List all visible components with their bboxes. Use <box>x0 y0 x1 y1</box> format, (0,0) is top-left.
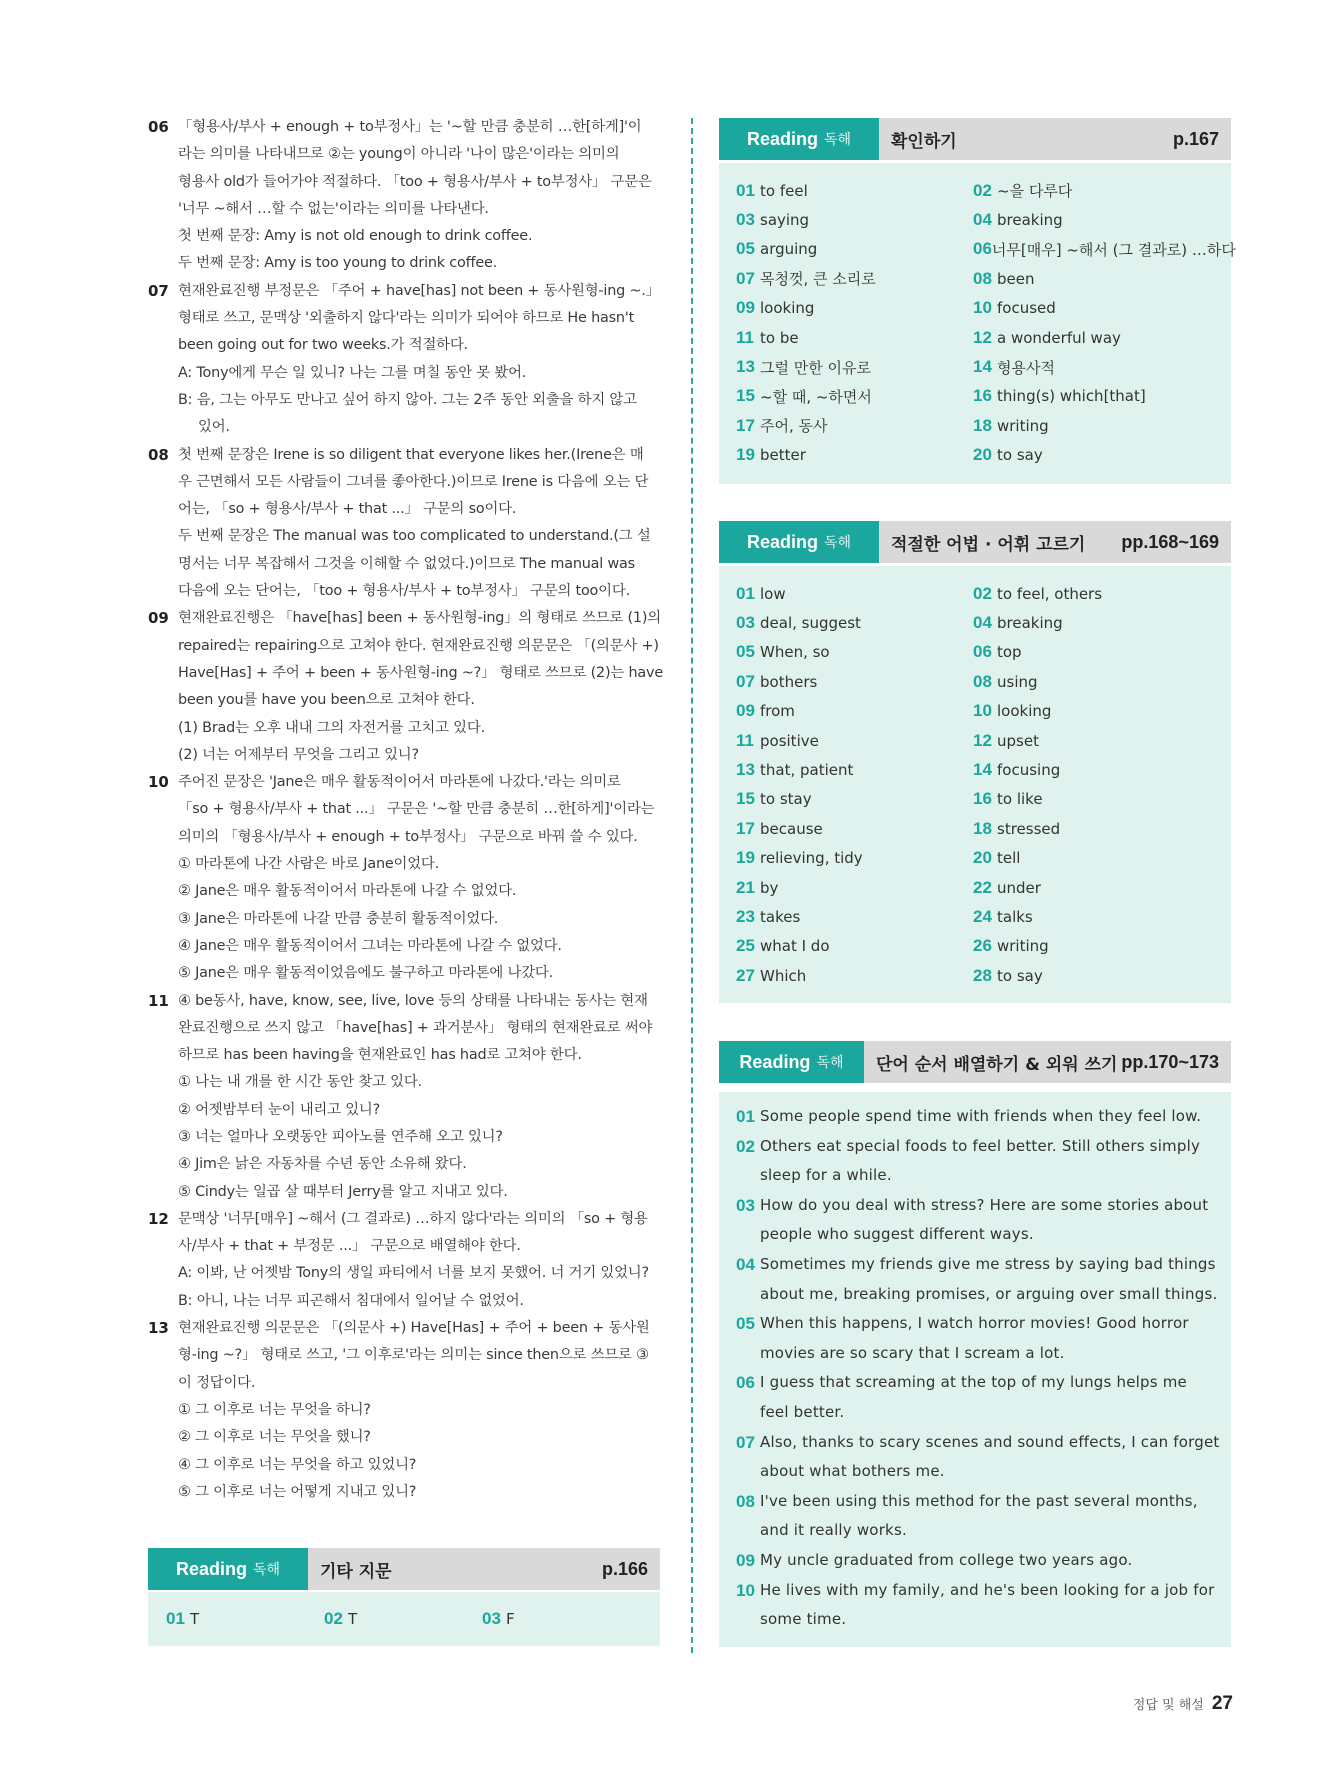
answer-text: low <box>760 584 786 603</box>
explanation-line: 두 번째 문장은 The manual was too complicated to understand.(그 설 <box>178 528 651 545</box>
answer-number: 09 <box>736 298 755 318</box>
reading-tag <box>719 521 879 563</box>
explanation-line: 사/부사 + that + 부정문 ...」 구문으로 배열해야 한다. <box>178 1238 521 1255</box>
answer-number: 13 <box>736 357 755 377</box>
explanation-line: 현재완료진행은 「have[has] been + 동사원형-ing」의 형태로 쓰므로 (1)의 <box>178 610 661 627</box>
sentence-item <box>736 1576 1220 1635</box>
explanation-item <box>148 442 663 606</box>
answer-text: 그럴 만한 이유로 <box>760 358 871 377</box>
explanation-line: ④ 그 이후로 너는 무엇을 하고 있었니? <box>178 1456 417 1473</box>
answer-item <box>973 294 1210 323</box>
answer-text: When, so <box>760 643 830 662</box>
explanation-line: Have[Has] + 주어 + been + 동사원형-ing ~?」 형태로 쓰므로 (2)는 have <box>178 664 663 681</box>
explanation-line: 형태로 쓰고, 문맥상 '외출하지 않다'라는 의미가 되어야 하므로 He hasn't <box>178 310 635 327</box>
page-number: 27 <box>1211 1693 1233 1714</box>
sentence-line: and it really works. <box>760 1521 907 1540</box>
answer-text: 주어, 동사 <box>760 417 828 436</box>
answer-number: 28 <box>973 965 992 985</box>
answer-text: to feel, others <box>997 584 1103 603</box>
explanation-line: 「so + 형용사/부사 + that ...」 구문은 '~할 만큼 충분히 …한[하게]'이라는 <box>178 801 655 818</box>
answer-number: 25 <box>736 936 755 956</box>
answer-item <box>973 411 1210 440</box>
answer-item <box>736 932 973 961</box>
explanation-line: 의미의 「형용사/부사 + enough + to부정사」 구문으로 바꿔 쓸 수 있다. <box>178 828 638 845</box>
answer-item <box>736 726 973 755</box>
answer-text: tell <box>997 849 1021 868</box>
answer-number: 26 <box>973 936 992 956</box>
explanation-line: ③ Jane은 마라톤에 나갈 만큼 충분히 활동적이었다. <box>178 910 499 927</box>
answer-text: by <box>760 878 779 897</box>
answer-item <box>736 579 973 608</box>
explanation-line: ⑤ 그 이후로 너는 어떻게 지내고 있니? <box>178 1483 417 1500</box>
answer-item <box>736 697 973 726</box>
explanation-line: (1) Brad는 오후 내내 그의 자전거를 고치고 있다. <box>178 719 485 736</box>
answer-number: 01 <box>166 1608 185 1628</box>
explanation-line: 라는 의미를 나타내므로 ②는 young이 아니라 '나이 많은'이라는 의미의 <box>178 146 620 163</box>
answer-item <box>973 176 1210 205</box>
sentence-item <box>736 1487 1220 1546</box>
answer-number: 02 <box>324 1608 343 1628</box>
section-header-check <box>719 118 1231 160</box>
answer-number: 20 <box>973 445 992 465</box>
answer-number: 03 <box>736 613 755 633</box>
answer-item <box>736 441 973 470</box>
explanation-line: B: 음, 그는 아무도 만나고 싶어 하지 않아. 그는 2주 동안 외출을 하지 않고 <box>178 391 637 408</box>
explanation-line: 다음에 오는 단어는, 「too + 형용사/부사 + to부정사」 구문의 too이다. <box>178 583 630 600</box>
answer-text: to feel <box>760 181 808 200</box>
answer-text: been <box>997 269 1035 288</box>
explanation-item <box>148 1315 663 1506</box>
answer-number: 03 <box>482 1608 501 1628</box>
answer-item <box>973 579 1210 608</box>
answer-item <box>973 382 1210 411</box>
answer-item <box>973 932 1210 961</box>
answer-text: relieving, tidy <box>760 849 863 868</box>
reading-label-ko: 독해 <box>823 535 852 551</box>
answer-number: 24 <box>973 906 992 926</box>
answer-text: focused <box>997 299 1056 318</box>
explanation-item <box>148 769 663 987</box>
answer-text: 너무[매우] ~해서 (그 결과로) …하다 <box>991 240 1236 259</box>
answer-number: 07 <box>736 268 755 288</box>
answer-number: 19 <box>736 848 755 868</box>
answer-text: breaking <box>997 614 1063 633</box>
answer-item <box>973 352 1210 381</box>
answer-number: 13 <box>736 760 755 780</box>
answer-item <box>736 352 973 381</box>
sentence-number: 10 <box>736 1580 755 1600</box>
explanation-line: A: Tony에게 무슨 일 있니? 나는 그를 며칠 동안 못 봤어. <box>178 364 527 381</box>
answer-number: 02 <box>973 180 992 200</box>
sentence-item <box>736 1546 1220 1576</box>
answer-text: looking <box>760 299 815 318</box>
sentence-line: feel better. <box>760 1402 845 1421</box>
answer-text: thing(s) which[that] <box>997 387 1146 406</box>
answer-text: ~을 다루다 <box>997 182 1073 201</box>
answer-text: stressed <box>997 819 1061 838</box>
sentence-item <box>736 1428 1220 1487</box>
explanation-item <box>148 988 663 1206</box>
answer-text: to like <box>997 790 1043 809</box>
explanation-item <box>148 278 663 442</box>
answer-number: 22 <box>973 877 992 897</box>
answer-number: 14 <box>973 760 992 780</box>
explanation-number: 10 <box>148 773 169 792</box>
answer-text: focusing <box>997 761 1061 780</box>
answer-item <box>736 205 973 234</box>
sentence-item <box>736 1132 1220 1191</box>
answer-number: 02 <box>973 583 992 603</box>
answer-text: a wonderful way <box>997 328 1121 347</box>
answer-item <box>736 294 973 323</box>
explanation-number: 13 <box>148 1319 169 1338</box>
explanation-line: 하므로 has been having을 현재완료인 has had로 고쳐야 한다. <box>178 1047 582 1064</box>
answer-number: 06 <box>973 239 992 259</box>
sentence-list <box>736 1102 1220 1635</box>
answer-number: 11 <box>736 730 754 750</box>
answer-number: 23 <box>736 906 755 926</box>
answer-item <box>736 785 973 814</box>
answer-number: 07 <box>736 671 755 691</box>
explanation-line: 「형용사/부사 + enough + to부정사」는 '~할 만큼 충분히 …한[하게]'이 <box>178 119 642 135</box>
answer-number: 18 <box>973 818 992 838</box>
answer-grid <box>736 176 1236 470</box>
answer-number: 14 <box>973 357 992 377</box>
section-title: 적절한 어법 · 어휘 고르기 <box>891 534 1086 555</box>
answer-text: T <box>190 1609 200 1628</box>
explanation-line: repaired는 repairing으로 고쳐야 한다. 현재완료진행 의문문은 「(의문사 +) <box>178 637 659 654</box>
explanation-line: ④ be동사, have, know, see, live, love 등의 상태를 나타내는 동사는 현재 <box>178 992 648 1009</box>
sentence-line: some time. <box>760 1610 847 1629</box>
sentence-line: sleep for a while. <box>760 1166 892 1185</box>
answer-text: under <box>997 878 1041 897</box>
explanation-line: 두 번째 문장: Amy is too young to drink coffee. <box>178 255 498 272</box>
explanation-line: 주어진 문장은 'Jane은 매우 활동적이어서 마라톤에 나갔다.'라는 의미로 <box>178 774 621 791</box>
sentence-line: He lives with my family, and he's been looking for a job for <box>760 1580 1215 1599</box>
reading-label-ko: 독해 <box>823 132 852 148</box>
explanation-line: 첫 번째 문장은 Irene is so diligent that everyone likes her.(Irene은 매 <box>178 446 644 463</box>
answer-number: 09 <box>736 701 755 721</box>
answer-number: 21 <box>736 877 755 897</box>
answer-text: from <box>760 702 795 721</box>
answer-text: using <box>997 672 1038 691</box>
answer-number: 12 <box>973 730 992 750</box>
answer-text: positive <box>760 731 819 750</box>
answer-number: 17 <box>736 415 755 435</box>
answer-text: what I do <box>760 937 830 956</box>
answer-number: 12 <box>973 327 992 347</box>
sentence-number: 04 <box>736 1254 755 1274</box>
explanation-line: '너무 ~해서 …할 수 없는'이라는 의미를 나타낸다. <box>178 200 489 217</box>
page-footer <box>1133 1693 1233 1715</box>
answer-item <box>736 264 973 293</box>
answer-number: 19 <box>736 445 755 465</box>
reading-label: Reading <box>746 128 818 149</box>
answer-number: 03 <box>736 210 755 230</box>
sentence-number: 08 <box>736 1491 755 1511</box>
answer-item <box>736 608 973 637</box>
answer-grid <box>736 579 1210 990</box>
explanation-number: 07 <box>148 281 169 300</box>
answer-text: upset <box>997 731 1039 750</box>
answer-number: 16 <box>973 789 992 809</box>
answer-item <box>736 961 973 990</box>
explanation-line: 명서는 너무 복잡해서 그것을 이해할 수 없었다.)이므로 The manual was <box>178 555 635 572</box>
answer-item <box>973 235 1236 264</box>
explanation-line: 어는, 「so + 형용사/부사 + that ...」 구문의 so이다. <box>178 501 517 518</box>
answer-item <box>736 411 973 440</box>
answer-grid <box>166 1604 640 1633</box>
sentence-number: 09 <box>736 1550 755 1570</box>
section-header-order <box>719 1041 1231 1083</box>
answer-item <box>166 1604 324 1633</box>
sentence-line: My uncle graduated from college two years ago. <box>760 1550 1133 1569</box>
section-page: pp.170~173 <box>1121 1051 1219 1072</box>
section-title: 단어 순서 배열하기 & 외워 쓰기 <box>875 1054 1118 1075</box>
sentence-line: movies are so scary that I scream a lot. <box>760 1343 1065 1362</box>
sentence-line: Some people spend time with friends when they feel low. <box>760 1107 1202 1125</box>
explanation-line: been going out for two weeks.가 적절하다. <box>178 337 468 354</box>
answer-item <box>736 814 973 843</box>
explanation-line: 형-ing ~?」 형태로 쓰고, '그 이후로'라는 의미는 since then으로 쓰므로 ③ <box>178 1347 649 1364</box>
answer-item <box>973 873 1210 902</box>
sentence-line: about what bothers me. <box>760 1462 945 1481</box>
explanation-number: 06 <box>148 118 169 136</box>
explanation-line: A: 이봐, 난 어젯밤 Tony의 생일 파티에서 너를 보지 못했어. 너 거기 있었니? <box>178 1265 649 1282</box>
answer-item <box>736 667 973 696</box>
explanation-line: ① 마라톤에 나간 사람은 바로 Jane이었다. <box>178 856 440 873</box>
sentence-number: 06 <box>736 1373 755 1393</box>
answer-number: 11 <box>736 327 754 347</box>
answer-item <box>736 873 973 902</box>
answer-item <box>973 726 1210 755</box>
explanation-line: 형용사 old가 들어가야 적절하다. 「too + 형용사/부사 + to부정사」 구문은 <box>178 173 652 190</box>
answer-text: writing <box>997 416 1049 435</box>
answer-text: arguing <box>760 240 818 259</box>
explanation-number: 11 <box>148 991 169 1010</box>
answer-text: to say <box>997 966 1043 985</box>
answer-text: breaking <box>997 211 1063 230</box>
sentence-box-order <box>719 1092 1231 1647</box>
section-title: 확인하기 <box>891 131 957 152</box>
answer-item <box>736 844 973 873</box>
answer-number: 27 <box>736 965 755 985</box>
answer-item <box>973 902 1210 931</box>
answer-item <box>482 1604 640 1633</box>
answer-item <box>736 755 973 784</box>
sentence-item <box>736 1309 1220 1368</box>
explanation-line: (2) 너는 어제부터 무엇을 그리고 있니? <box>178 746 419 763</box>
explanation-line: been you를 have you been으로 고쳐야 한다. <box>178 692 475 709</box>
answer-item <box>973 638 1210 667</box>
sentence-number: 07 <box>736 1432 755 1452</box>
answer-box-other <box>148 1592 660 1646</box>
reading-label: Reading <box>746 531 818 552</box>
answer-text: to stay <box>760 790 812 809</box>
answer-text: deal, suggest <box>760 614 861 633</box>
answer-item <box>973 697 1210 726</box>
answer-number: 01 <box>736 583 755 603</box>
sentence-line: I've been using this method for the past several months, <box>760 1491 1198 1510</box>
explanation-line: ④ Jane은 매우 활동적이어서 그녀는 마라톤에 나갈 수 없었다. <box>178 937 562 954</box>
answer-box-grammar <box>719 566 1231 1003</box>
explanation-number: 09 <box>148 609 169 628</box>
answer-text: because <box>760 819 823 838</box>
answer-item <box>973 323 1210 352</box>
sentence-line: How do you deal with stress? Here are some stories about <box>760 1195 1209 1214</box>
explanation-line: 첫 번째 문장: Amy is not old enough to drink coffee. <box>178 228 533 245</box>
answer-item <box>736 902 973 931</box>
sentence-line: Sometimes my friends give me stress by saying bad things <box>760 1254 1216 1273</box>
sentence-item <box>736 1102 1220 1132</box>
sentence-line: Also, thanks to scary scenes and sound effects, I can forget <box>760 1432 1220 1451</box>
explanation-line: ② 어젯밤부터 눈이 내리고 있니? <box>178 1101 381 1118</box>
answer-text: 형용사적 <box>997 358 1055 377</box>
sentence-line: about me, breaking promises, or arguing over small things. <box>760 1284 1218 1303</box>
answer-item <box>736 176 973 205</box>
explanation-line: ④ Jim은 낡은 자동차를 수년 동안 소유해 왔다. <box>178 1156 467 1173</box>
section-page: p.167 <box>1172 128 1219 149</box>
explanation-line: ① 나는 내 개를 한 시간 동안 찾고 있다. <box>178 1074 422 1091</box>
answer-number: 10 <box>973 298 992 318</box>
footer-label: 정답 및 해설 <box>1132 1698 1204 1713</box>
sentence-line: Others eat special foods to feel better. Still others simply <box>760 1136 1201 1155</box>
explanation-line: ⑤ Cindy는 일곱 살 때부터 Jerry를 알고 지내고 있다. <box>178 1183 508 1200</box>
section-page: pp.168~169 <box>1121 531 1219 552</box>
answer-text: to say <box>997 446 1043 465</box>
answer-item <box>973 667 1210 696</box>
section-page: p.166 <box>601 1558 648 1579</box>
answer-item <box>973 205 1210 234</box>
answer-text: takes <box>760 907 801 926</box>
answer-text: F <box>506 1609 515 1628</box>
explanation-line: 우 근면해서 모든 사람들이 그녀를 좋아한다.)이므로 Irene is 다음에 오는 단 <box>178 473 649 490</box>
answer-number: 04 <box>973 613 992 633</box>
answer-text: talks <box>997 907 1033 926</box>
reading-label: Reading <box>739 1051 811 1072</box>
section-title: 기타 지문 <box>320 1561 392 1582</box>
reading-tag <box>719 1041 864 1083</box>
answer-number: 15 <box>736 789 755 809</box>
answer-number: 05 <box>736 642 755 662</box>
sentence-item <box>736 1191 1220 1250</box>
reading-label-ko: 독해 <box>816 1055 844 1071</box>
sentence-number: 03 <box>736 1195 755 1215</box>
sentence-item <box>736 1250 1220 1309</box>
explanation-line: B: 아니, 나는 너무 피곤해서 침대에서 일어날 수 없었어. <box>178 1292 524 1309</box>
sentence-line: I guess that screaming at the top of my lungs helps me <box>760 1373 1187 1392</box>
reading-tag <box>719 118 879 160</box>
answer-number: 08 <box>973 268 992 288</box>
answer-text: bothers <box>760 672 818 691</box>
answer-text: Which <box>760 966 807 985</box>
explanation-list <box>148 114 663 1506</box>
explanation-line: ⑤ Jane은 매우 활동적이었음에도 불구하고 마라톤에 나갔다. <box>178 965 553 982</box>
explanation-item <box>148 605 663 769</box>
answer-item <box>973 844 1210 873</box>
answer-number: 04 <box>973 210 992 230</box>
reading-label: Reading <box>175 1558 247 1579</box>
answer-item <box>973 264 1210 293</box>
answer-item <box>973 755 1210 784</box>
explanation-item <box>148 1206 663 1315</box>
answer-text: better <box>760 446 806 465</box>
answer-number: 10 <box>973 701 992 721</box>
explanation-line: 현재완료진행 부정문은 「주어 + have[has] not been + 동사원형-ing ~.」 <box>178 282 660 299</box>
section-header-other <box>148 1548 660 1590</box>
explanation-line: ② Jane은 매우 활동적이어서 마라톤에 나갈 수 없었다. <box>178 883 517 900</box>
answer-number: 08 <box>973 671 992 691</box>
answer-text: to be <box>760 328 799 347</box>
answer-number: 06 <box>973 642 992 662</box>
explanation-line: ① 그 이후로 너는 무엇을 하니? <box>178 1401 371 1418</box>
answer-item <box>973 608 1210 637</box>
explanation-item <box>148 114 663 278</box>
explanation-line: 완료진행으로 쓰지 않고 「have[has] + 과거분사」 형태의 현재완료로 써야 <box>178 1019 653 1036</box>
answer-item <box>973 961 1210 990</box>
answer-number: 15 <box>736 386 755 406</box>
column-divider <box>691 118 693 1653</box>
sentence-item <box>736 1368 1220 1427</box>
answer-text: top <box>997 643 1022 662</box>
answer-number: 18 <box>973 415 992 435</box>
answer-number: 05 <box>736 239 755 259</box>
answer-number: 17 <box>736 818 755 838</box>
answer-number: 16 <box>973 386 992 406</box>
answer-item <box>973 441 1210 470</box>
explanation-line: 문맥상 '너무[매우] ~해서 (그 결과로) …하지 않다'라는 의미의 「so + 형용 <box>178 1210 648 1227</box>
sentence-number: 02 <box>736 1136 755 1156</box>
sentence-line: people who suggest different ways. <box>760 1225 1034 1244</box>
answer-item <box>973 814 1210 843</box>
answer-text: writing <box>997 937 1049 956</box>
sentence-number: 05 <box>736 1314 755 1334</box>
reading-label-ko: 독해 <box>252 1562 281 1578</box>
answer-text: looking <box>997 702 1052 721</box>
answer-text: T <box>348 1609 358 1628</box>
sentence-number: 01 <box>736 1107 755 1126</box>
explanation-line: ② 그 이후로 너는 무엇을 했니? <box>178 1429 371 1446</box>
answer-number: 20 <box>973 848 992 868</box>
explanation-line: 현재완료진행 의문문은 「(의문사 +) Have[Has] + 주어 + been + 동사원 <box>178 1320 650 1337</box>
answer-box-check <box>719 163 1236 484</box>
answer-item <box>736 235 973 264</box>
answer-item <box>324 1604 482 1633</box>
explanation-line: 이 정답이다. <box>178 1374 256 1391</box>
answer-item <box>736 382 973 411</box>
explanation-line: 있어. <box>198 419 230 436</box>
answer-item <box>973 785 1210 814</box>
answer-item <box>736 323 973 352</box>
explanation-line: ③ 너는 얼마나 오랫동안 피아노를 연주해 오고 있니? <box>178 1128 503 1145</box>
explanation-number: 12 <box>148 1209 169 1228</box>
answer-text: saying <box>760 211 810 230</box>
explanation-number: 08 <box>148 445 169 464</box>
answer-text: ~할 때, ~하면서 <box>760 387 872 406</box>
answer-number: 01 <box>736 180 755 200</box>
answer-item <box>736 638 973 667</box>
answer-text: that, patient <box>760 761 854 780</box>
reading-tag <box>148 1548 308 1590</box>
answer-text: 목청껏, 큰 소리로 <box>760 270 876 289</box>
section-header-grammar <box>719 521 1231 563</box>
sentence-line: When this happens, I watch horror movies! Good horror <box>760 1314 1189 1333</box>
